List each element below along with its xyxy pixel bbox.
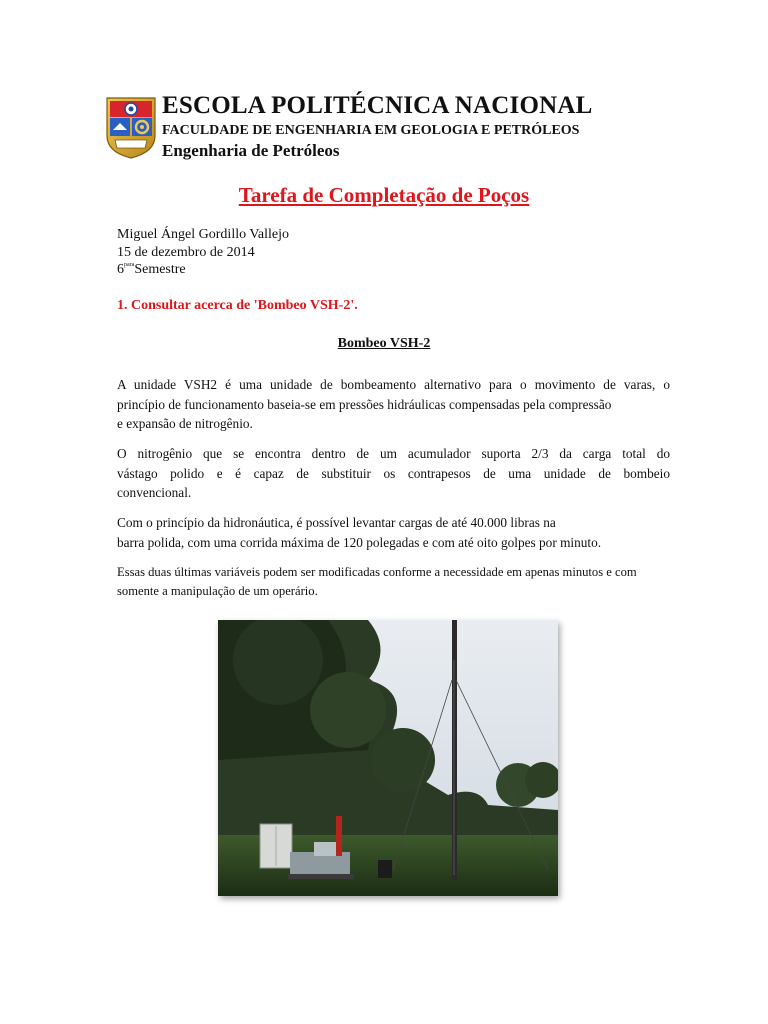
- paragraph-line: e expansão de nitrogênio.: [117, 416, 253, 431]
- semester-line: [117, 262, 186, 278]
- program-name: Engenharia de Petróleos: [162, 141, 340, 160]
- school-emblem-logo: [105, 96, 157, 160]
- paragraph-line: vástago polido e é capaz de substituir os contrapesos de uma unidade de bombeio: [117, 465, 670, 481]
- paragraph-4: [117, 563, 670, 601]
- semester-suffix: para: [124, 262, 135, 268]
- paragraph-line: princípio de funcionamento baseia-se em pressões hidráulicas compensadas pela compressão: [117, 396, 612, 412]
- paragraph-line: barra polida, com uma corrida máxima de 120 polegadas e com até oito golpes por minuto.: [117, 534, 602, 550]
- paragraph-line: Essas duas últimas variáveis podem ser modificadas conforme a necessidade em apenas minutos e com: [117, 565, 637, 579]
- document-date: 15 de dezembro de 2014: [117, 245, 255, 260]
- semester-number: 6: [117, 262, 124, 277]
- paragraph-line: convencional.: [117, 485, 192, 500]
- paragraph-3: [117, 513, 670, 552]
- paragraph-line: A unidade VSH2 é uma unidade de bombeamento alternativo para o movimento de varas, o: [117, 377, 670, 392]
- section-title: Bombeo VSH-2: [337, 336, 431, 351]
- institution-name: ESCOLA POLITÉCNICA NACIONAL: [162, 92, 593, 119]
- faculty-name: FACULDADE DE ENGENHARIA EM GEOLOGIA E PETRÓLEOS: [162, 123, 580, 138]
- pumping-unit-photo: [218, 620, 558, 896]
- paragraph-line: O nitrogênio que se encontra dentro de um acumulador suporta 2/3 da carga total do: [117, 446, 670, 461]
- paragraph-2: [117, 444, 670, 503]
- author-name: Miguel Ángel Gordillo Vallejo: [117, 227, 289, 242]
- document-title: Tarefa de Completação de Poços: [238, 183, 530, 207]
- semester-label: Semestre: [134, 262, 186, 277]
- paragraph-line: Com o princípio da hidronáutica, é possível levantar cargas de até 40.000 libras na: [117, 515, 556, 530]
- question-heading: 1. Consultar acerca de 'Bombeo VSH-2'.: [117, 298, 358, 313]
- paragraph-line: somente a manipulação de um operário.: [117, 584, 318, 598]
- paragraph-1: [117, 375, 670, 434]
